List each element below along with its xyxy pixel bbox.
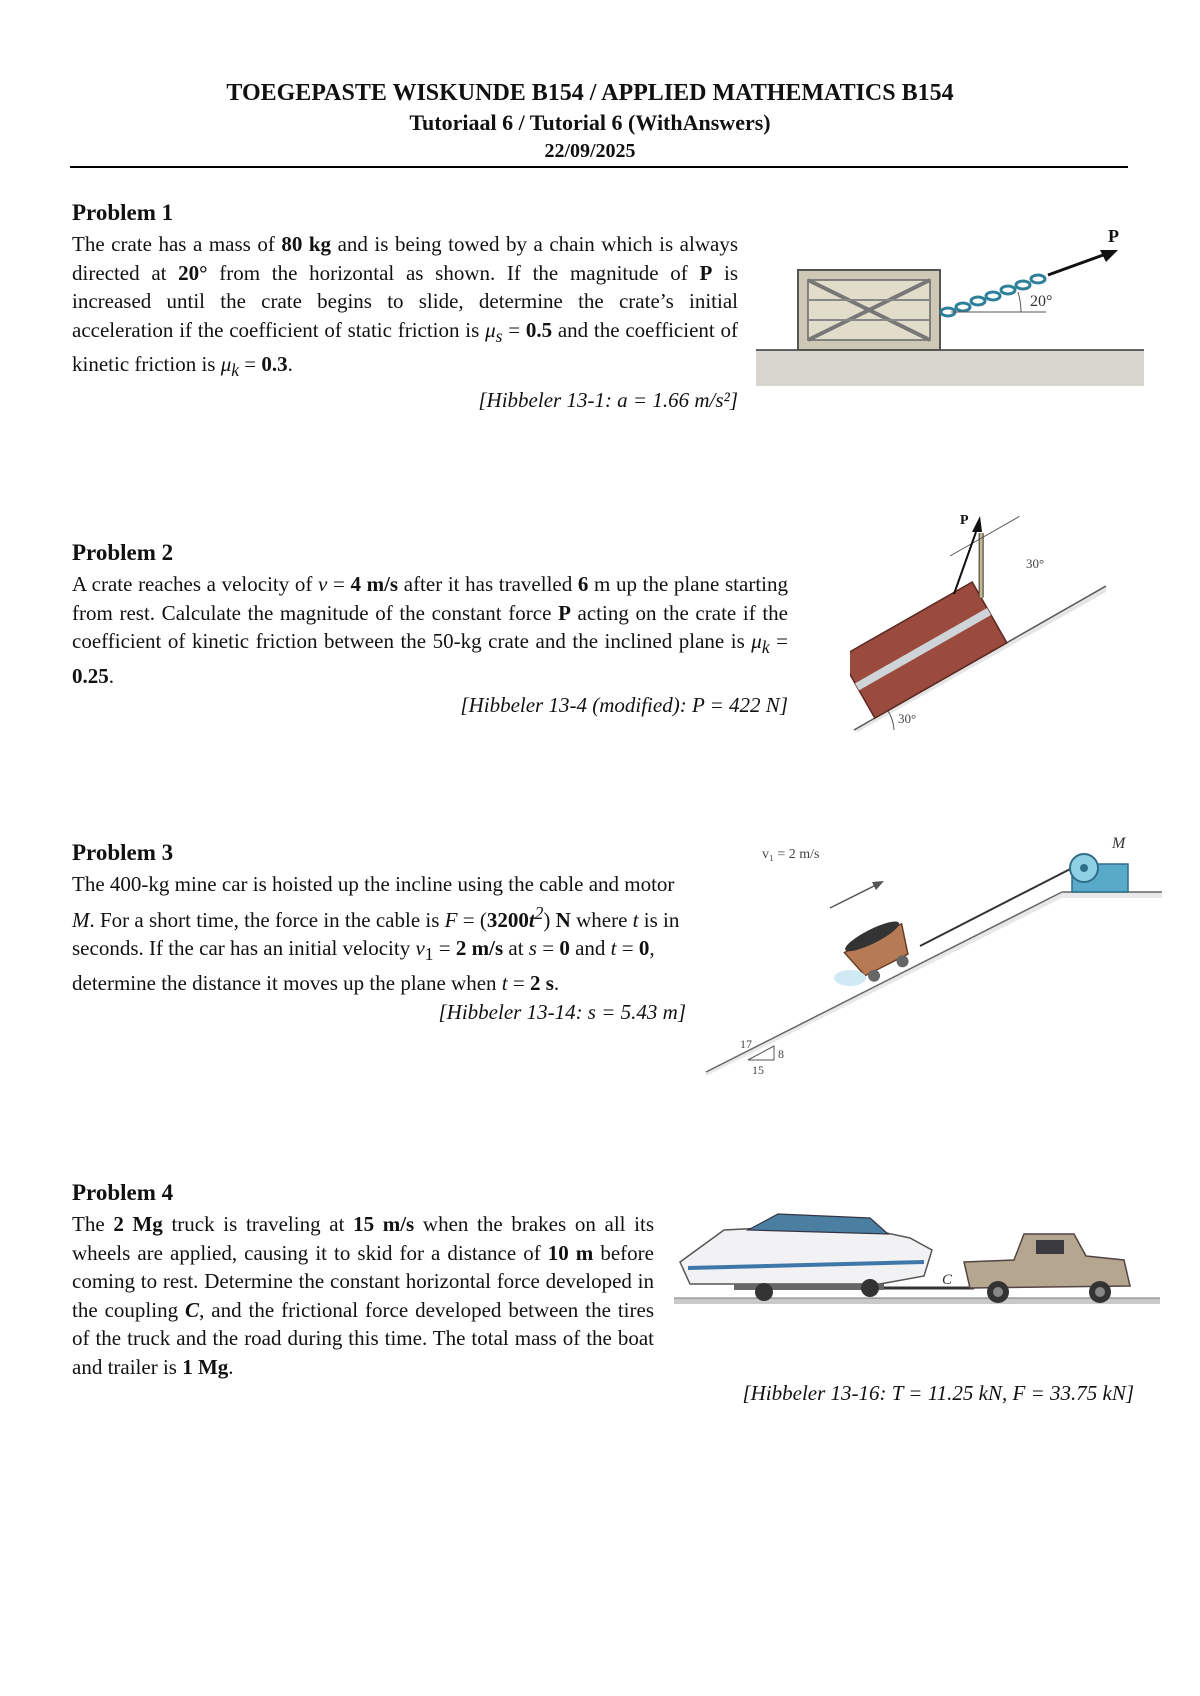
problem-2-text: A crate reaches a velocity of v = 4 m/s after it has travelled 6 m up the plane starting from rest. Calculate the magnitude of the constant force P acting on the crate if the coefficient of kinetic friction between the 50-kg crate and the inclined plane is $\mu_k = 0.25$. — [72, 572, 789, 688]
problem-3-slope-hyp: 17 — [740, 1037, 752, 1051]
problem-4-coupling-label: C — [942, 1272, 953, 1288]
problem-2-answer: [Hibbeler 13-4 (modified): P = 422 N] — [460, 693, 788, 718]
document-header — [70, 78, 1110, 164]
document-title: TOEGEPASTE WISKUNDE B154 / APPLIED MATHEMATICS B154 — [226, 80, 954, 106]
header-rule — [70, 166, 1128, 168]
problem-2-force-angle-label: 30° — [1026, 556, 1045, 571]
problem-2-figure — [850, 508, 1110, 733]
problem-2 — [72, 538, 788, 720]
problem-3-slope-rise: 8 — [778, 1047, 784, 1061]
problem-4-text: The 2 Mg truck is traveling at 15 m/s when the brakes on all its wheels are applied, causing it to skid for a distance of 10 m before coming to rest. Determine the constant horizontal force developed in the coupling C, and the frictional force developed between the tires of the truck and the road during this time. The total mass of the boat and trailer is 1 Mg. — [72, 1212, 655, 1379]
problem-3-figure — [700, 828, 1170, 1078]
problem-2-title: Problem 2 — [72, 540, 174, 565]
problem-4-answer: [Hibbeler 13-16: T = 11.25 kN, F = 33.75 kN] — [742, 1381, 1134, 1405]
problem-4-figure — [674, 1188, 1160, 1312]
problem-1-figure — [756, 228, 1146, 388]
document-subtitle: Tutoriaal 6 / Tutorial 6 (WithAnswers) — [409, 110, 771, 135]
problem-1-text: The crate has a mass of 80 kg and is being towed by a chain which is always directed at 20° from the horizontal as shown. If the magnitude of P is increased until the crate begins to slide, determine the crate’s initial acceleration if the coefficient of static friction is $\mu_s = 0.5$ and the coefficient of kinetic friction is $\mu_k = 0.3$. — [72, 232, 738, 381]
problem-1 — [72, 198, 738, 415]
problem-2-incline-angle-label: 30° — [898, 711, 917, 726]
problem-3-text: The 400-kg mine car is hoisted up the incline using the cable and motor M. For a short time, the force in the cable is $F = (3200t^2)$ N where t is in seconds. If the car has an initial velocity $v_1 = 2$ m/s at s = 0 and t = 0, determine the distance it moves up the plane when t = 2 s. — [72, 872, 680, 995]
problem-3-velocity-label: v₁ = 2 m/s — [762, 847, 820, 862]
problem-3-slope-run: 15 — [752, 1063, 764, 1077]
problem-1-title: Problem 1 — [72, 200, 174, 225]
problem-2-force-label: P — [960, 513, 969, 528]
problem-3-motor-label: M — [1112, 835, 1126, 852]
problem-3-title: Problem 3 — [72, 840, 174, 865]
problem-4-title: Problem 4 — [72, 1180, 174, 1205]
problem-1-angle-label: 20° — [1030, 293, 1053, 310]
problem-3 — [72, 838, 686, 1027]
problem-3-answer: [Hibbeler 13-14: s = 5.43 m] — [438, 1000, 686, 1025]
document-date: 22/09/2025 — [544, 140, 636, 162]
problem-1-answer: [Hibbeler 13-1: a = 1.66 m/s²] — [478, 387, 738, 412]
problem-1-force-label: P — [1108, 228, 1119, 246]
